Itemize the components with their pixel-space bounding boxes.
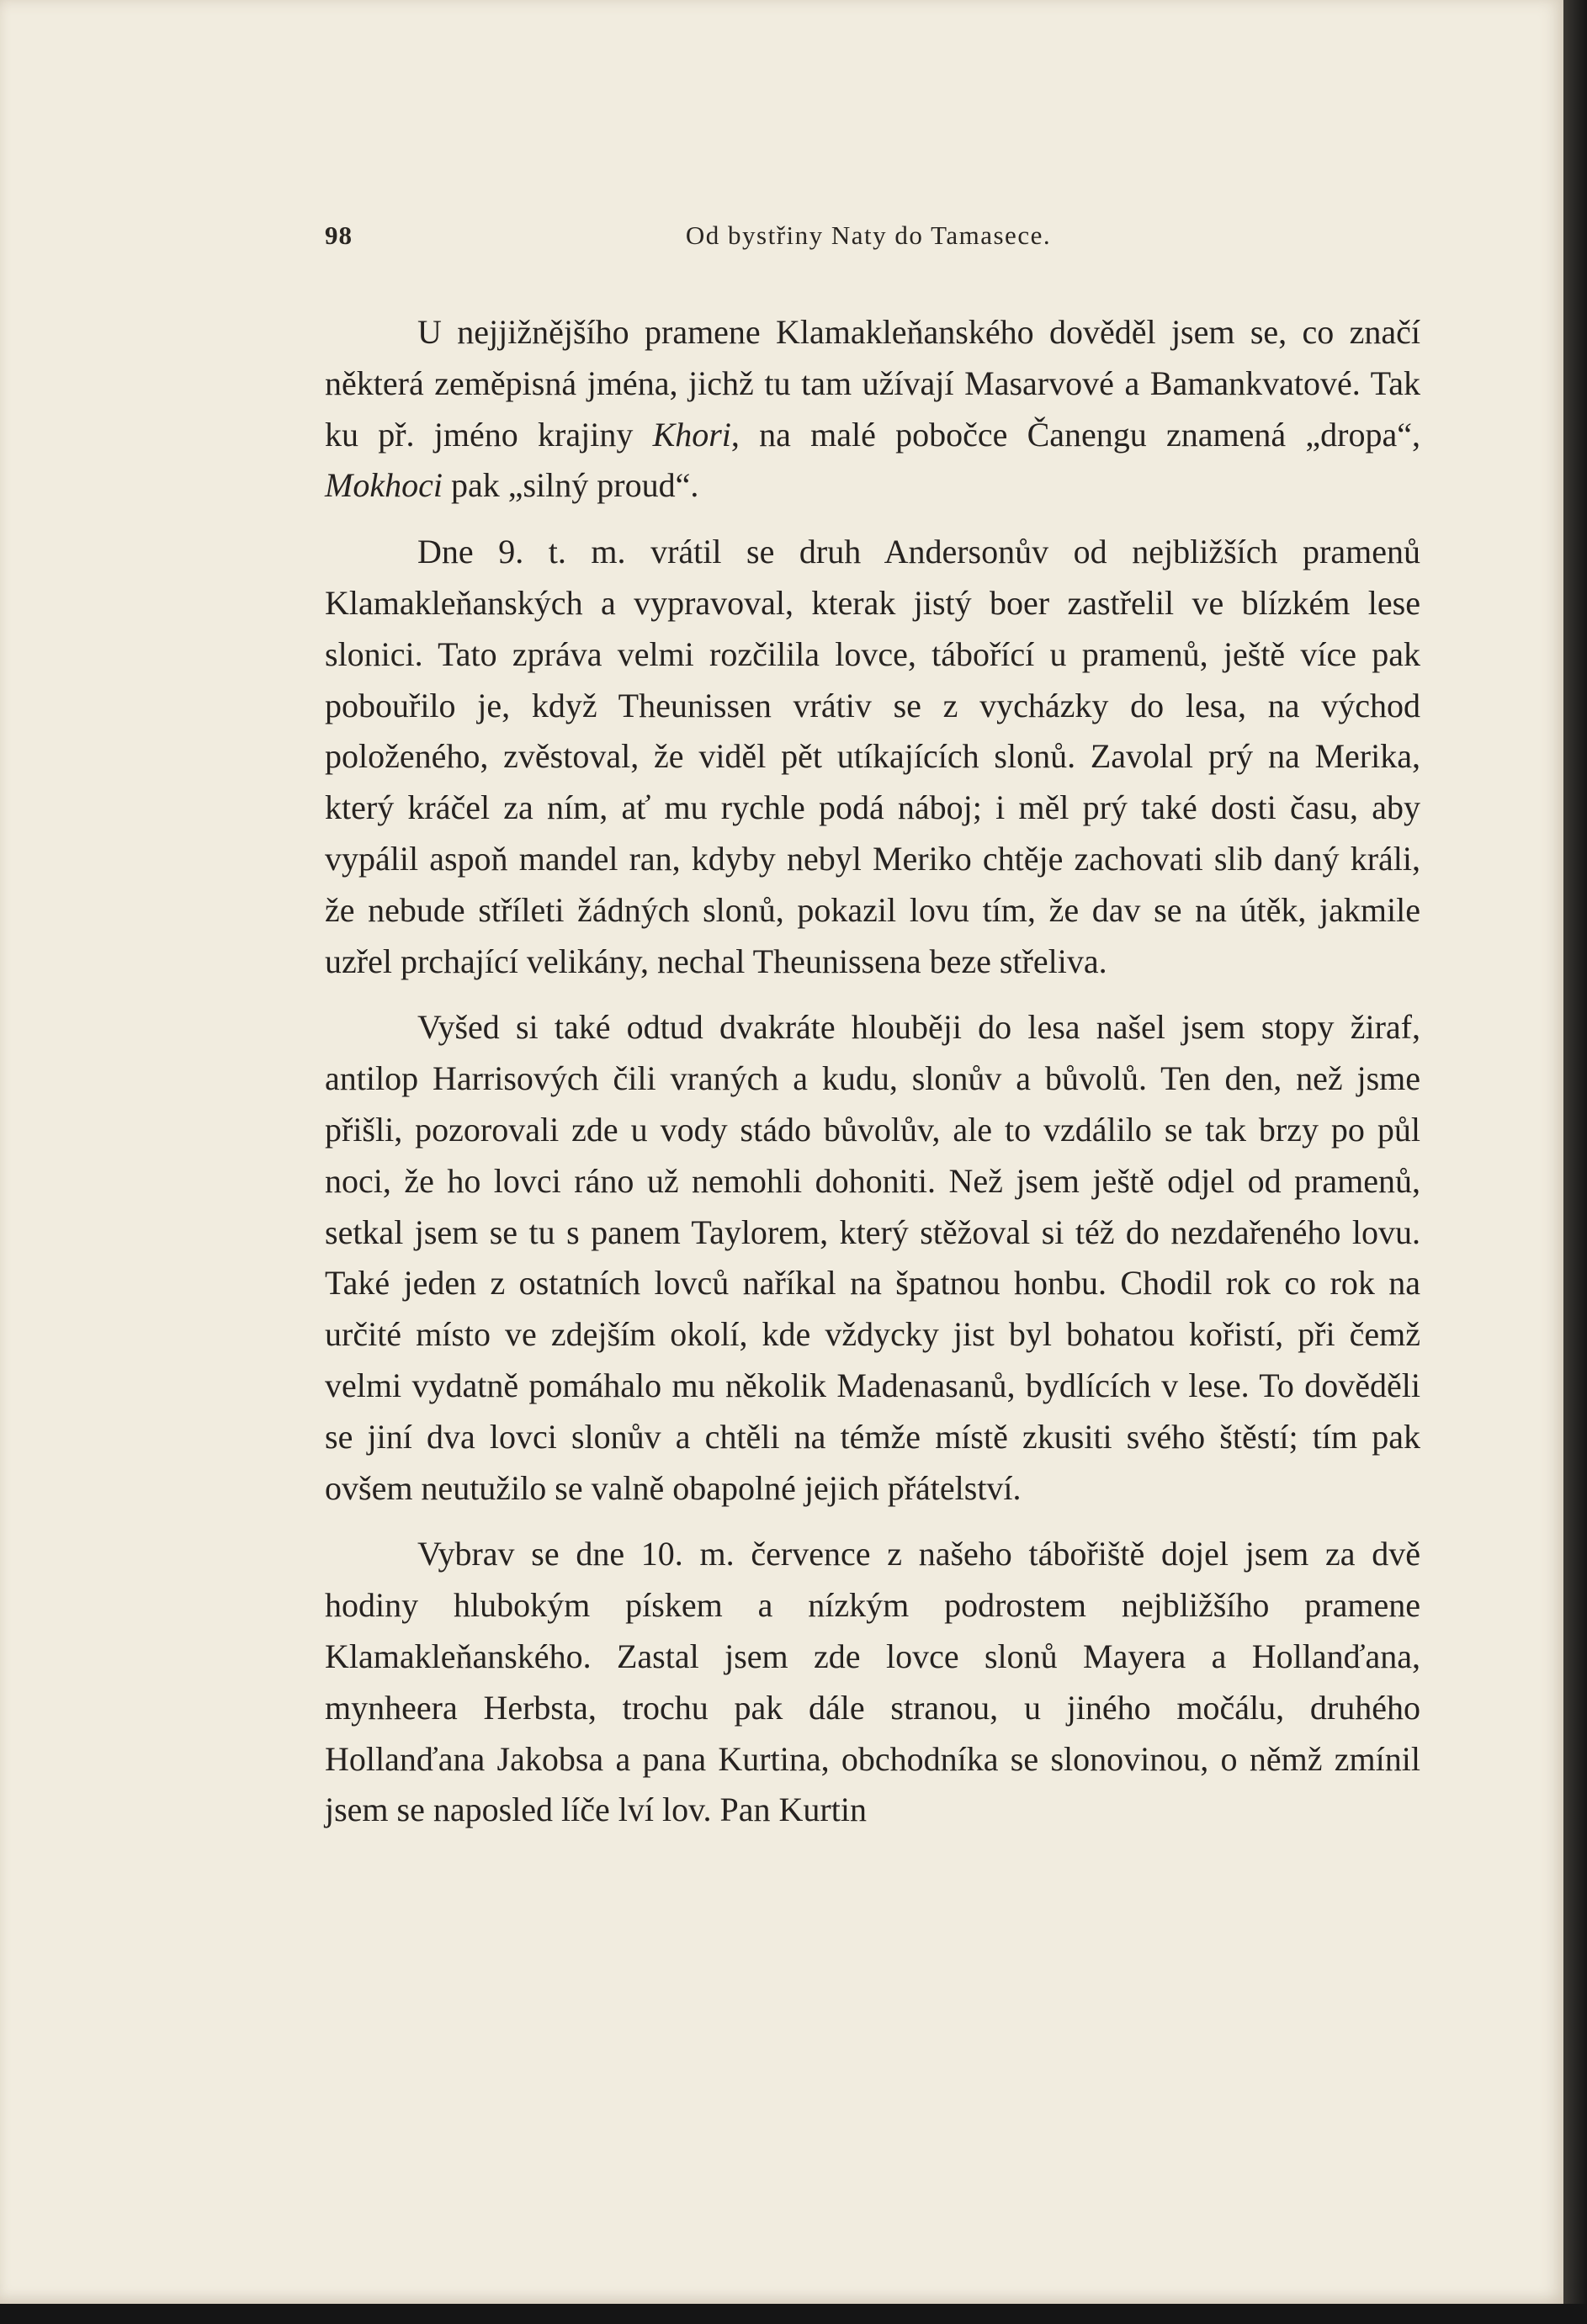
page-number: 98 [325, 220, 353, 250]
text-run: pak „silný proud“. [442, 466, 699, 505]
text-run: U nejjižnějšího pramene Klamakleňanského dověděl jsem se, co značí některá zeměpisná jména, jichž tu tam užívají Masarvové a Bamankvatové. Tak ku př. jméno krajiny [325, 313, 1420, 454]
scan-bottom-edge [0, 2304, 1587, 2324]
italic-term-mokhoci: Mokhoci [325, 466, 443, 505]
running-title: Od bystřiny Naty do Tamasece. [685, 220, 1052, 250]
text-run: , na malé pobočce Čanengu znamená „dropa“, [730, 415, 1420, 454]
italic-term-khori: Khori [652, 415, 731, 454]
text-run: Vyšed si také odtud dvakráte hlouběji do lesa našel jsem stopy žiraf, antilop Harrisových čili vraných a kudu, slonův a bůvolů. Ten den, než jsme přišli, pozorovali zde u vody stádo bůvolův, ale to vzdálilo se tak brzy po půl noci, že ho lovci ráno už nemohli dohoniti. Než jsem ještě odjel od pramenů, setkal jsem se tu s panem Taylorem, který stěžoval si též do nezdařeného lovu. Také jeden z ostatních lovců naříkal na špatnou honbu. Chodil rok co rok na určité místo ve zdejším okolí, kde vždycky jist byl bohatou kořistí, při čemž velmi vydatně pomáhalo mu několik Madenasanů, bydlících v lese. To dověděli se jiní dva lovci slonův a chtěli na témže místě zkusiti svého štěstí; tím pak ovšem neutužilo se valně obapolné jejich přátelství. [325, 1008, 1420, 1507]
paragraph [325, 1002, 1420, 1514]
paragraph [325, 527, 1420, 987]
text-run: Dne 9. t. m. vrátil se druh Andersonův od nejbližších pramenů Klamakleňanských a vypravoval, kterak jistý boer zastřelil ve blízkém lese slonici. Tato zpráva velmi rozčilila lovce, tábořící u pramenů, ještě více pak pobouřilo je, když Theunissen vrátiv se z vycházky do lesa, na východ položeného, zvěstoval, že viděl pět utíkajících slonů. Zavolal prý na Merika, který kráčel za ním, ať mu rychle podá náboj; i měl prý také dosti času, aby vypálil aspoň mandel ran, kdyby nebyl Meriko chtěje zachovati slib daný králi, že nebude stříleti žádných slonů, pokazil lovu tím, že dav se na útěk, jakmile uzřel prchající velikány, nechal Theunissena beze střeliva. [325, 533, 1420, 980]
page-edge-shadow [1563, 0, 1587, 2324]
text-run: Vybrav se dne 10. m. července z našeho tábořiště dojel jsem za dvě hodiny hlubokým pískem a nízkým podrostem nejbližšího pramene Klamakleňanského. Zastal jsem zde lovce slonů Mayera a Hollanďana, mynheera Herbsta, trochu pak dále stranou, u jiného močálu, druhého Hollanďana Jakobsa a pana Kurtina, obchodníka se slonovinou, o němž zmínil jsem se naposled líče lví lov. Pan Kurtin [325, 1535, 1420, 1829]
paragraph [325, 307, 1420, 512]
paragraph [325, 1529, 1420, 1836]
body-text [325, 307, 1420, 1836]
page-header [325, 220, 1412, 263]
